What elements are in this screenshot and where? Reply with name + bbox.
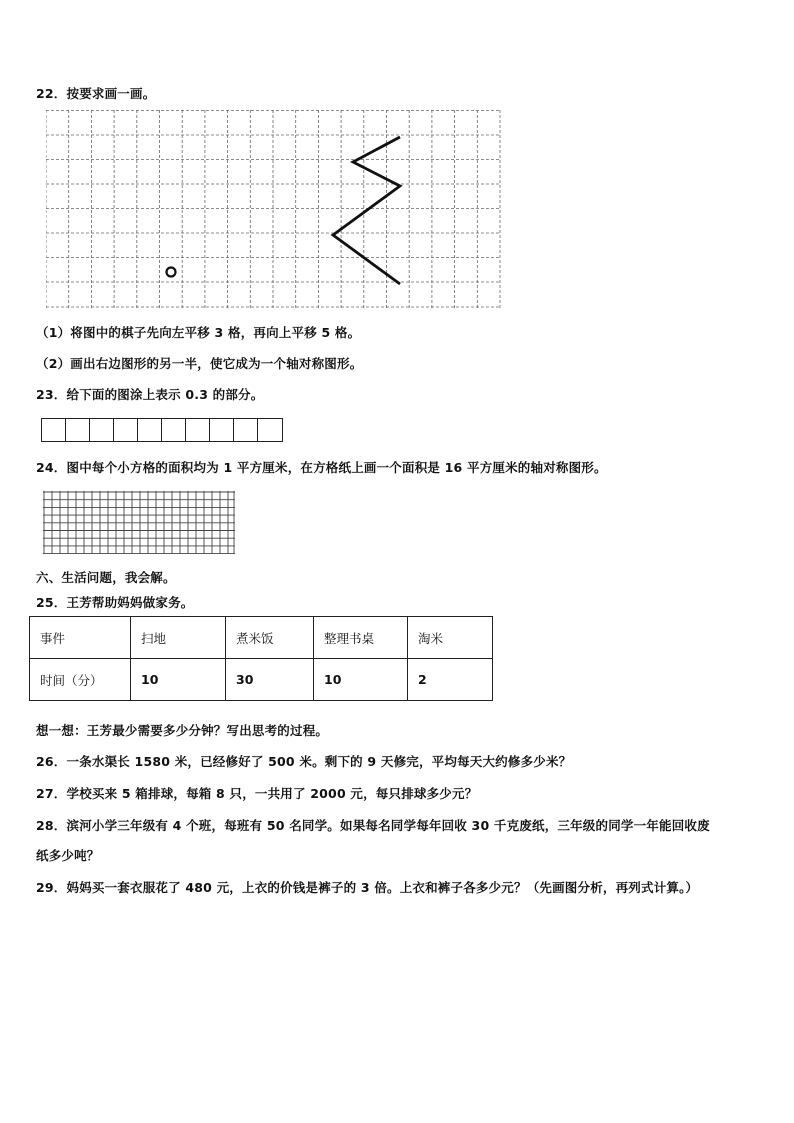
q22-grid: [46, 110, 502, 308]
table-cell: 扫地: [131, 617, 226, 659]
table-cell: 煮米饭: [226, 617, 314, 659]
q24-grid: [43, 491, 237, 555]
table-cell: 30: [226, 659, 314, 701]
q23-cell[interactable]: [66, 419, 90, 441]
q22-title: 22．按要求画一画。: [36, 86, 156, 101]
q23-cell[interactable]: [90, 419, 114, 441]
q23-cell[interactable]: [162, 419, 186, 441]
q23-strip: [41, 418, 283, 442]
table-cell: 事件: [30, 617, 131, 659]
table-cell: 时间（分）: [30, 659, 131, 701]
table-cell: 2: [408, 659, 493, 701]
q29-text: 29．妈妈买一套衣服花了 480 元，上衣的价钱是裤子的 3 倍。上衣和裤子各多少元？（先画图分析，再列式计算。）: [36, 880, 699, 895]
q28-line2: 纸多少吨？: [36, 848, 100, 863]
q24-title: 24．图中每个小方格的面积均为 1 平方厘米，在方格纸上画一个面积是 16 平方厘米的轴对称图形。: [36, 460, 607, 475]
q25-prompt: 想一想：王芳最少需要多少分钟？写出思考的过程。: [36, 723, 329, 738]
q22-sub2: （2）画出右边图形的另一半，使它成为一个轴对称图形。: [36, 356, 363, 371]
q23-cell[interactable]: [42, 419, 66, 441]
q22-sub1: （1）将图中的棋子先向左平移 3 格，再向上平移 5 格。: [36, 325, 361, 340]
table-cell: 淘米: [408, 617, 493, 659]
table-cell: 整理书桌: [314, 617, 408, 659]
table-row: [30, 659, 493, 701]
table-cell: 10: [131, 659, 226, 701]
q23-title: 23．给下面的图涂上表示 0.3 的部分。: [36, 387, 264, 402]
q25-table: [29, 616, 493, 701]
q23-cell[interactable]: [114, 419, 138, 441]
q22-chess-piece: [167, 268, 176, 277]
q23-cell[interactable]: [138, 419, 162, 441]
q23-cell[interactable]: [210, 419, 234, 441]
q28-line1: 28．滨河小学三年级有 4 个班，每班有 50 名同学。如果每名同学每年回收 30 千克废纸，三年级的同学一年能回收废: [36, 818, 710, 833]
q23-cell[interactable]: [234, 419, 258, 441]
q23-cell[interactable]: [186, 419, 210, 441]
q25-title: 25．王芳帮助妈妈做家务。: [36, 595, 194, 610]
q27-text: 27．学校买来 5 箱排球，每箱 8 只，一共用了 2000 元，每只排球多少元？: [36, 786, 478, 801]
section6-title: 六、生活问题，我会解。: [36, 570, 176, 585]
table-row: [30, 617, 493, 659]
q22-grid-lines: [46, 110, 500, 308]
q26-text: 26．一条水渠长 1580 米，已经修好了 500 米。剩下的 9 天修完，平均每天大约修多少米？: [36, 754, 572, 769]
q22-zigzag-figure: [333, 137, 400, 284]
q23-cell[interactable]: [258, 419, 282, 441]
table-cell: 10: [314, 659, 408, 701]
